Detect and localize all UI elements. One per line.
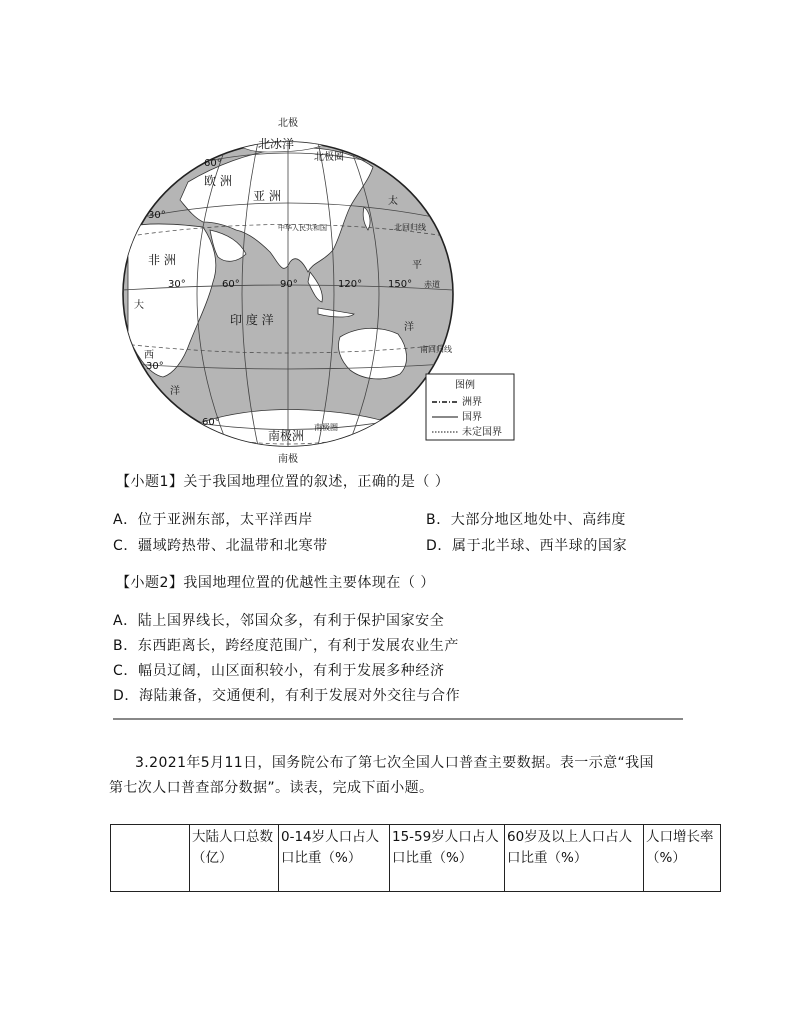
q3-intro-line-2: 第七次人口普查部分数据”。读表，完成下面小题。 <box>109 780 434 796</box>
indian-ocean-label: 印 度 洋 <box>230 313 274 327</box>
equator-label: 赤道 <box>424 280 440 289</box>
table-header-row <box>111 825 721 892</box>
tropic-cancer-label: 北回归线 <box>394 223 426 232</box>
lat-30s-label: 30° <box>146 361 164 372</box>
q2-option-b: B．东西距离长，跨经度范围广，有利于发展农业生产 <box>113 638 460 654</box>
europe-label: 欧 洲 <box>204 174 232 188</box>
lon-90-label: 90° <box>280 279 298 290</box>
lat-60n-label: 60° <box>204 158 222 169</box>
arctic-circle-label: 北极圈 <box>314 152 344 163</box>
legend-item-undefined: 未定国界 <box>462 427 502 438</box>
legend-item-border: 国界 <box>462 412 482 423</box>
tropic-capricorn-label: 南回归线 <box>420 345 452 354</box>
lon-30-label: 30° <box>168 279 186 290</box>
china-label: 中华人民共和国 <box>278 224 327 232</box>
lon-60-label: 60° <box>222 279 240 290</box>
antarctica-label: 南极洲 <box>268 429 305 443</box>
population-table <box>110 824 721 892</box>
atlantic-label-2: 西 <box>144 350 154 361</box>
q2-option-d: D．海陆兼备，交通便利，有利于发展对外交往与合作 <box>113 688 461 704</box>
map-legend <box>426 374 514 440</box>
q1-title: 【小题1】关于我国地理位置的叙述，正确的是（ ） <box>116 474 450 490</box>
world-globe-map <box>118 112 518 467</box>
table-header-blank <box>111 825 190 892</box>
q1-option-b: B．大部分地区地处中、高纬度 <box>426 512 627 528</box>
pacific-label-2: 平 <box>412 260 422 271</box>
arctic-ocean-label: 北冰洋 <box>258 137 295 151</box>
africa-label: 非 洲 <box>148 253 176 267</box>
atlantic-label-1: 大 <box>134 300 144 311</box>
q1-option-d: D．属于北半球、西半球的国家 <box>426 538 628 554</box>
q1-option-a: A．位于亚洲东部，太平洋西岸 <box>113 512 313 528</box>
pacific-label-1: 太 <box>388 196 398 207</box>
table-header-age-60-plus: 60岁及以上人口占人口比重（%） <box>505 825 644 892</box>
q2-option-a: A．陆上国界线长，邻国众多，有利于保护国家安全 <box>113 613 445 629</box>
q3-intro-line-1: 3.2021年5月11日，国务院公布了第七次全国人口普查主要数据。表一示意“我国 <box>135 755 654 771</box>
legend-item-continent: 洲界 <box>462 397 482 408</box>
q2-title: 【小题2】我国地理位置的优越性主要体现在（ ） <box>116 575 435 591</box>
north-pole-label: 北极 <box>278 118 298 129</box>
lat-30n-label: 30° <box>148 210 166 221</box>
table-header-growth-rate: 人口增长率（%） <box>644 825 721 892</box>
lon-120-label: 120° <box>338 279 363 290</box>
q1-option-c: C．疆域跨热带、北温带和北寒带 <box>113 538 328 554</box>
table-header-total: 大陆人口总数（亿） <box>190 825 279 892</box>
legend-title: 图例 <box>455 380 475 391</box>
table-header-age-15-59: 15-59岁人口占人口比重（%） <box>390 825 505 892</box>
pacific-label-3: 洋 <box>404 322 414 333</box>
lat-60s-label: 60° <box>202 417 220 428</box>
table-header-age-0-14: 0-14岁人口占人口比重（%） <box>279 825 390 892</box>
south-pole-label: 南极 <box>278 454 298 465</box>
antarctic-circle-label: 南极圈 <box>314 423 338 432</box>
lon-150-label: 150° <box>388 279 413 290</box>
section-divider <box>113 718 683 720</box>
asia-label: 亚 洲 <box>253 189 281 203</box>
atlantic-label-3: 洋 <box>170 386 180 397</box>
q2-option-c: C．幅员辽阔，山区面积较小，有利于发展多种经济 <box>113 663 445 679</box>
